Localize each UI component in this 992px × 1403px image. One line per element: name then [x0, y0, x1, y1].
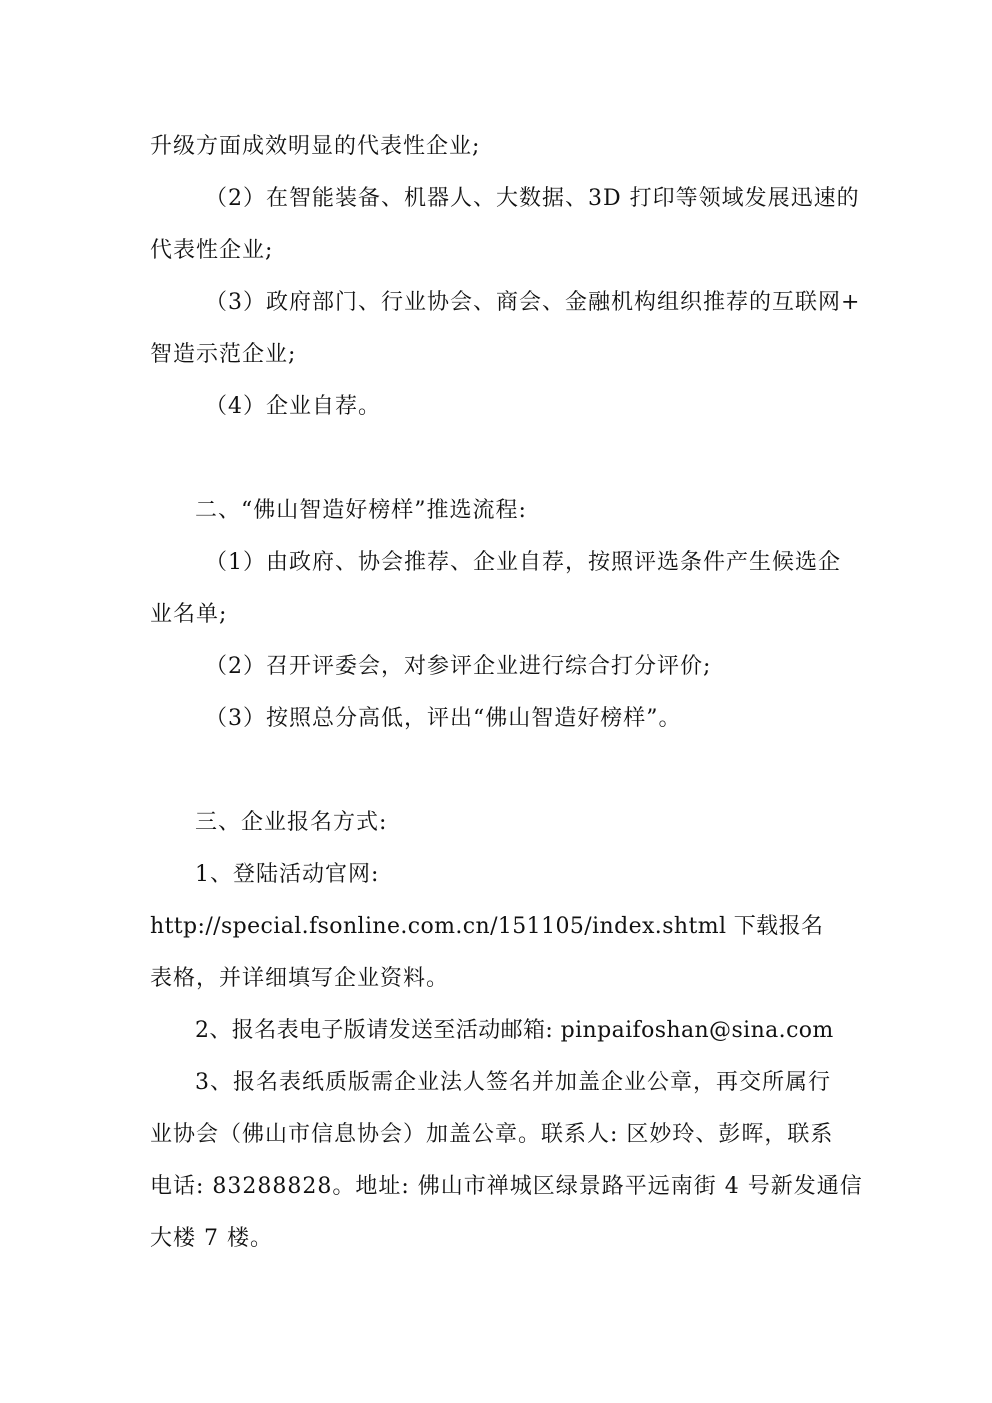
list-item-3: （3）按照总分高低，评出“佛山智造好榜样”。	[205, 706, 682, 731]
body-text-line: 表格，并详细填写企业资料。	[150, 966, 450, 991]
body-text-line: 业协会（佛山市信息协会）加盖公章。联系人: 区妙玲、彭晖，联系	[150, 1122, 834, 1147]
body-text-line: 智造示范企业;	[150, 342, 297, 367]
list-item-3: （3）政府部门、行业协会、商会、金融机构组织推荐的互联网+	[205, 290, 861, 315]
list-item-2: （2）在智能装备、机器人、大数据、3D 打印等领域发展迅速的	[205, 186, 860, 211]
list-item-2: （2）召开评委会，对参评企业进行综合打分评价;	[205, 654, 712, 679]
body-text-line: 大楼 7 楼。	[150, 1226, 273, 1251]
step-1: 1、登陆活动官网:	[195, 862, 380, 887]
contact-info-line: 电话: 83288828。地址: 佛山市禅城区绿景路平远南街 4 号新发通信	[150, 1174, 863, 1199]
body-text-line: 代表性企业;	[150, 238, 274, 263]
step-3: 3、报名表纸质版需企业法人签名并加盖企业公章，再交所属行	[195, 1070, 831, 1095]
section-heading-2: 二、“佛山智造好榜样”推选流程:	[195, 498, 527, 523]
list-item-1: （1）由政府、协会推荐、企业自荐，按照评选条件产生候选企	[205, 550, 841, 575]
section-heading-3: 三、企业报名方式:	[195, 810, 388, 835]
body-text-line: 业名单;	[150, 602, 228, 627]
step-2-email: 2、报名表电子版请发送至活动邮箱: pinpaifoshan@sina.com	[195, 1018, 834, 1043]
website-url-line: http://special.fsonline.com.cn/151105/index.shtml 下载报名	[150, 914, 824, 939]
list-item-4: （4）企业自荐。	[205, 394, 381, 419]
body-text-line: 升级方面成效明显的代表性企业;	[150, 134, 481, 159]
